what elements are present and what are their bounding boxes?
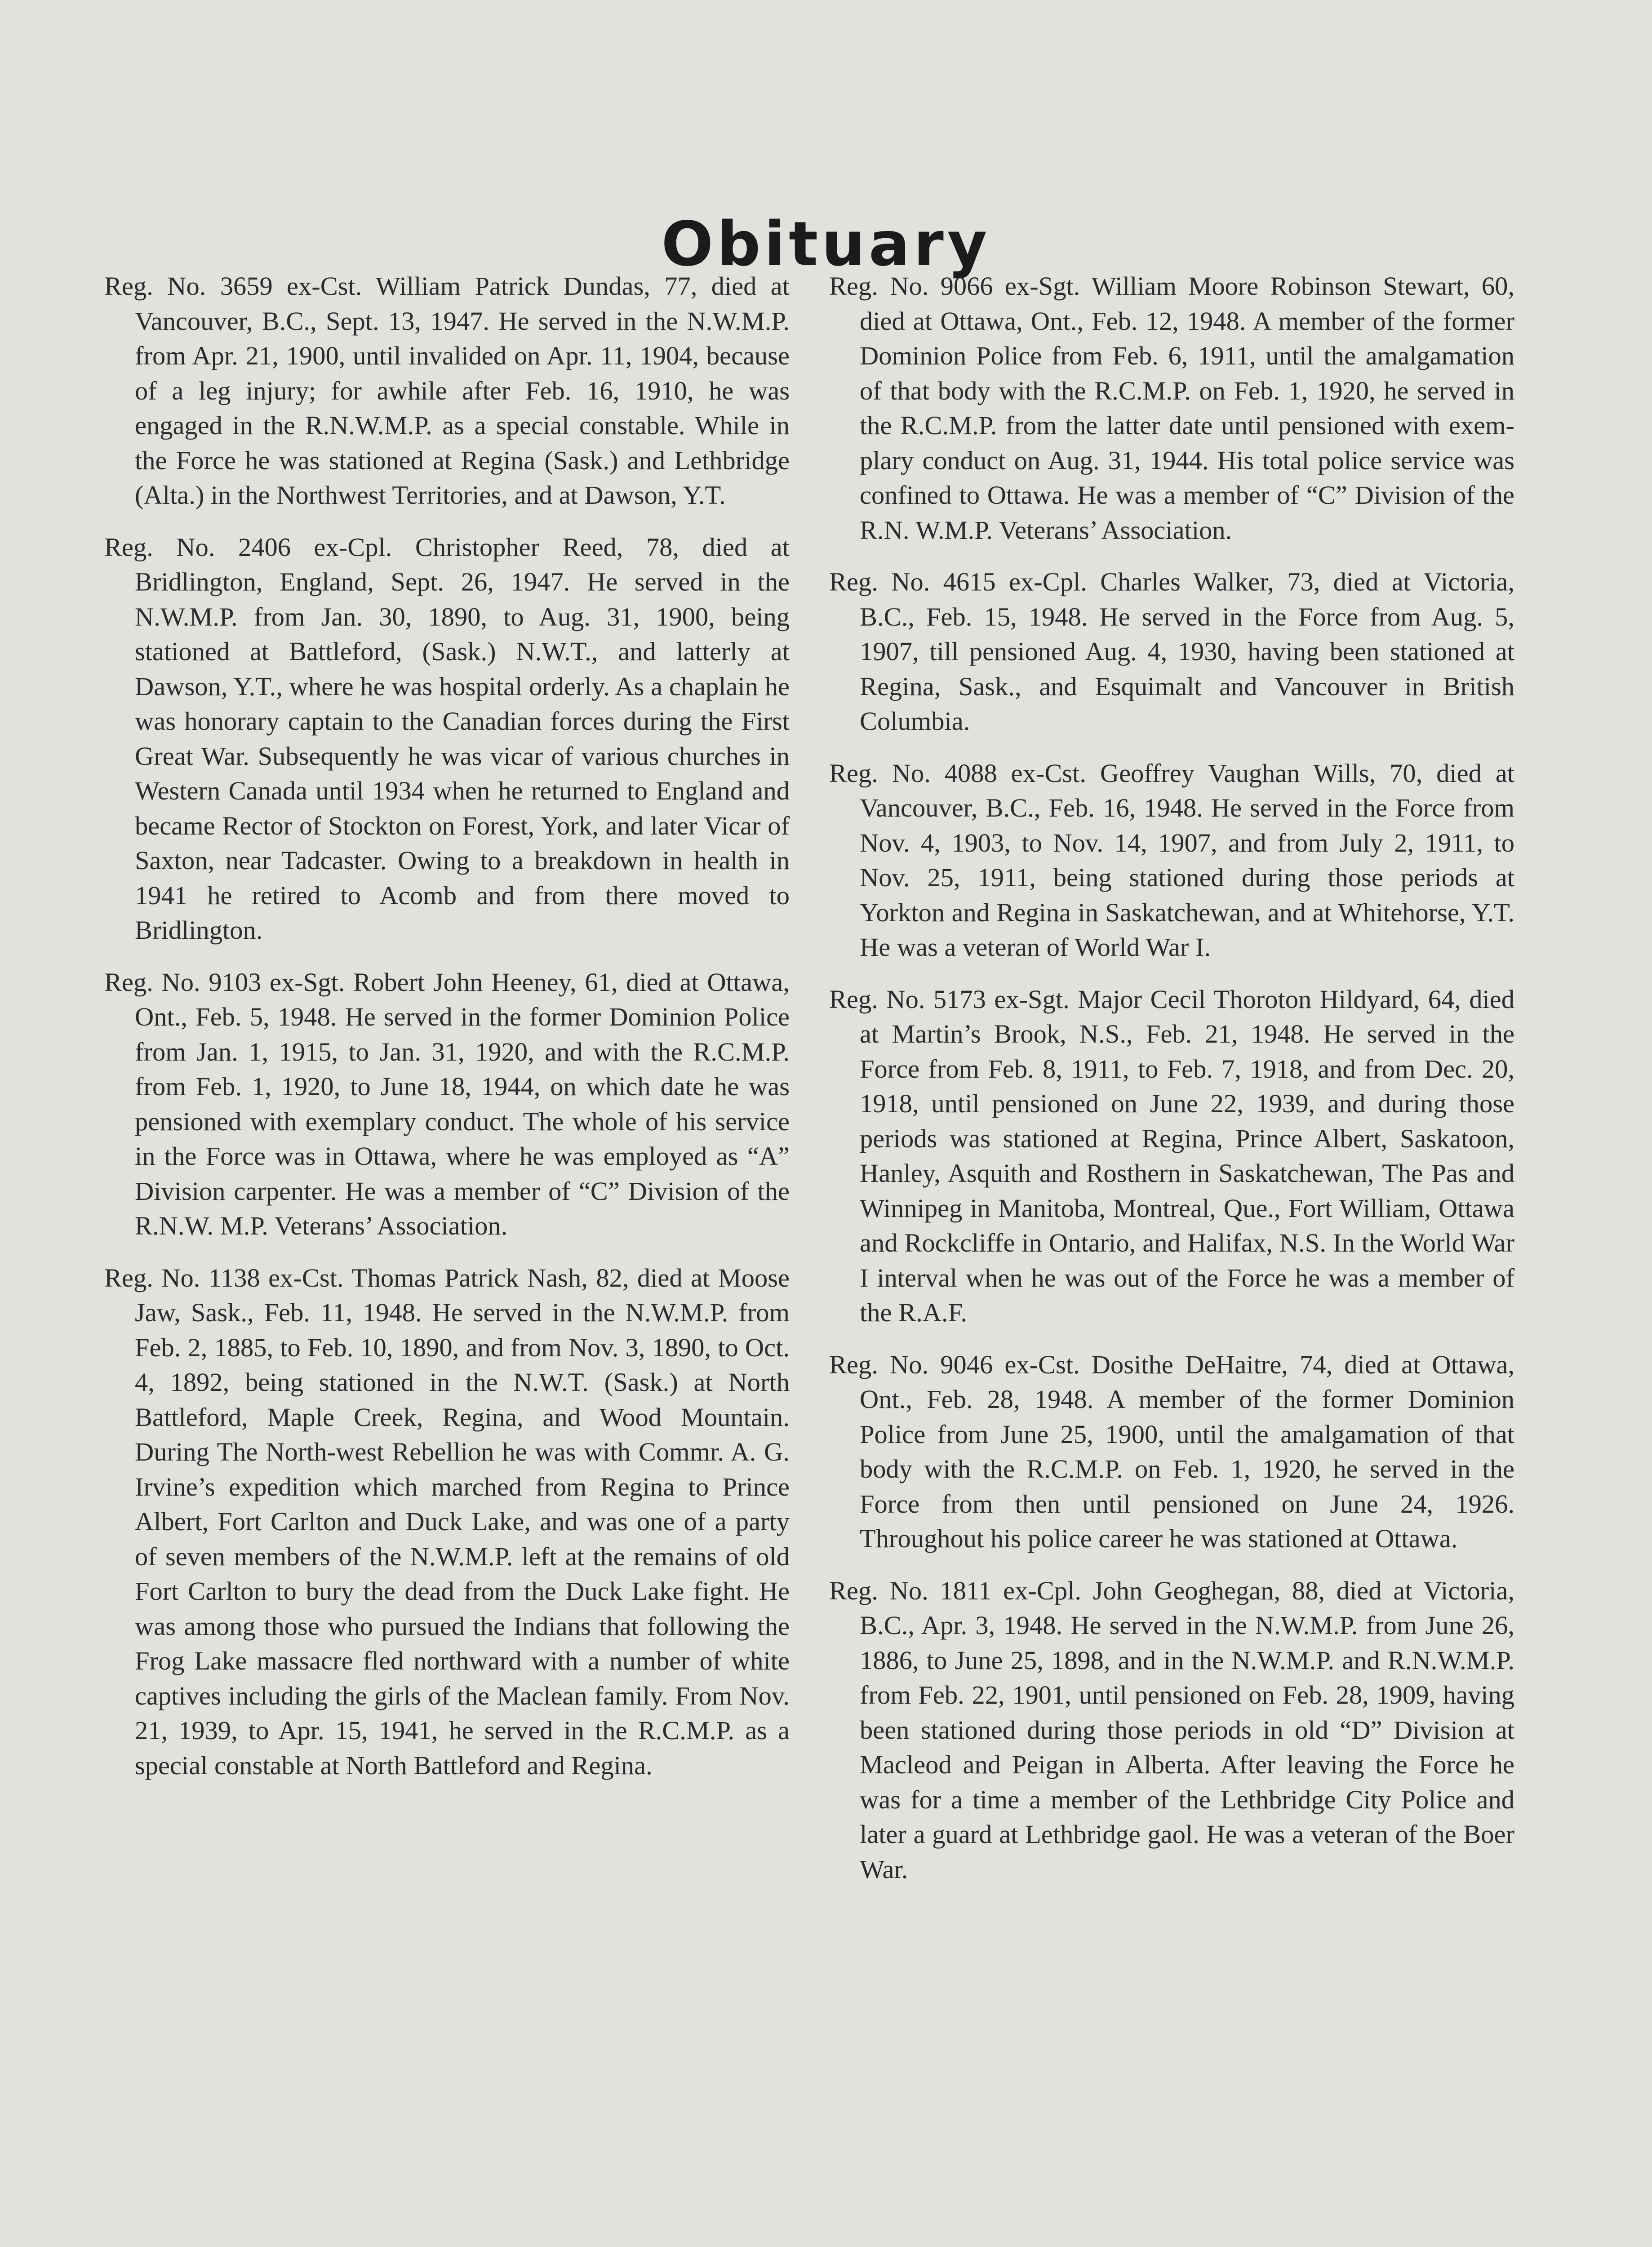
obituary-entry-dundas: Reg. No. 3659 ex-Cst. William Patrick Dundas, 77, died at Vancouver, B.C., Sept. 13, 1947. He served in the N.W.M.P. from Apr. 21, 1900, until invalided on Apr. 11, 1904, because of a leg injury; for awhile after Feb. 16, 1910, he was engaged in the R.N.W.M.P. as a special constable. While in the Force he was stationed at Regina (Sask.) and Lethbridge (Alta.) in the Northwest Territories, and at Dawson, Y.T. — [104, 271, 790, 510]
obituary-entry-hildyard: Reg. No. 5173 ex-Sgt. Major Cecil Thoroton Hildyard, 64, died at Martin’s Brook, N.S., Feb. 21, 1948. He served in the Force from Feb. 8, 1911, to Feb. 7, 1918, and from Dec. 20, 1918, until pensioned on June 22, 1939, and during those periods was stationed at Regina, Prince Albert, Saskatoon, Hanley, Asquith and Rosthern in Saskatchewan, The Pas and Winnipeg in Manitoba, Montreal, Que., Fort William, Ottawa and Rockcliffe in Ontario, and Halifax, N.S. In the World War I interval when he was out of the Force he was a member of the R.A.F. — [829, 984, 1514, 1327]
obituary-entry-nash: Reg. No. 1138 ex-Cst. Thomas Patrick Nash, 82, died at Moose Jaw, Sask., Feb. 11, 1948. He served in the N.W.M.P. from Feb. 2, 1885, to Feb. 10, 1890, and from Nov. 3, 1890, to Oct. 4, 1892, being stationed in the N.W.T. (Sask.) at North Battleford, Maple Creek, Regina, and Wood Mountain. During The North-west Rebellion he was with Commr. A. G. Irvine’s expedition which marched from Regina to Prince Albert, Fort Carlton and Duck Lake, and was one of a party of seven members of the N.W.M.P. left at the remains of old Fort Carlton to bury the dead from the Duck Lake fight. He was among those who pursued the Indians that following the Frog Lake massacre fled northward with a number of white captives including the girls of the Maclean family. From Nov. 21, 1939, to Apr. 15, 1941, he served in the R.C.M.P. as a special constable at North Battleford and Regina. — [104, 1263, 790, 1780]
page-title: Obituary — [661, 209, 991, 280]
left-column — [104, 269, 790, 1800]
obituary-entry-stewart: Reg. No. 9066 ex-Sgt. William Moore Robinson Stewart, 60, died at Ottawa, Ont., Feb. 12, 1948. A member of the former Dominion Police from Feb. 6, 1911, until the amalgamation of that body with the R.C.M.P. on Feb. 1, 1920, he served in the R.C.M.P. from the latter date until pensioned with exemplary conduct on Aug. 31, 1944. His total police service was confined to Ottawa. He was a member of “C” Division of the R.N. W.M.P. Veterans’ Association. — [829, 271, 1514, 545]
obituary-entry-wills: Reg. No. 4088 ex-Cst. Geoffrey Vaughan Wills, 70, died at Vancouver, B.C., Feb. 16, 1948. He served in the Force from Nov. 4, 1903, to Nov. 14, 1907, and from July 2, 1911, to Nov. 25, 1911, being stationed during those periods at Yorkton and Regina in Saskatchewan, and at Whitehorse, Y.T. He was a veteran of World War I. — [829, 758, 1514, 962]
right-column — [829, 269, 1514, 1904]
obituary-entry-reed: Reg. No. 2406 ex-Cpl. Christopher Reed, 78, died at Bridlington, England, Sept. 26, 1947. He served in the N.W.M.P. from Jan. 30, 1890, to Aug. 31, 1900, being stationed at Battleford, (Sask.) N.W.T., and latterly at Dawson, Y.T., where he was hospital orderly. As a chaplain he was honorary captain to the Canadian forces during the First Great War. Subsequently he was vicar of various churches in Western Canada until 1934 when he returned to England and became Rector of Stockton on Forest, York, and later Vicar of Saxton, near Tadcaster. Owing to a breakdown in health in 1941 he retired to Acomb and from there moved to Bridlington. — [104, 532, 790, 945]
obituary-entry-dehaitre: Reg. No. 9046 ex-Cst. Dosithe DeHaitre, 74, died at Ottawa, Ont., Feb. 28, 1948. A member of the former Dominion Police from June 25, 1900, until the amalgamation of that body with the R.C.M.P. on Feb. 1, 1920, he served in the Force from then until pensioned on June 24, 1926. Throughout his police career he was stationed at Ottawa. — [829, 1350, 1514, 1553]
obituary-entry-walker: Reg. No. 4615 ex-Cpl. Charles Walker, 73, died at Victoria, B.C., Feb. 15, 1948. He served in the Force from Aug. 5, 1907, till pensioned Aug. 4, 1930, having been stationed at Regina, Sask., and Esquimalt and Vancouver in British Columbia. — [829, 567, 1514, 736]
obituary-entry-geoghegan: Reg. No. 1811 ex-Cpl. John Geoghegan, 88, died at Victoria, B.C., Apr. 3, 1948. He served in the N.W.M.P. from June 26, 1886, to June 25, 1898, and in the N.W.M.P. and R.N.W.M.P. from Feb. 22, 1901, until pensioned on Feb. 28, 1909, having been stationed during those periods in old “D” Division at Macleod and Peigan in Alberta. After leaving the Force he was for a time a member of the Lethbridge City Police and later a guard at Lethbridge gaol. He was a veteran of the Boer War. — [829, 1576, 1514, 1884]
obituary-entry-heeney: Reg. No. 9103 ex-Sgt. Robert John Heeney, 61, died at Ottawa, Ont., Feb. 5, 1948. He served in the former Dominion Police from Jan. 1, 1915, to Jan. 31, 1920, and with the R.C.M.P. from Feb. 1, 1920, to June 18, 1944, on which date he was pensioned with exemplary conduct. The whole of his service in the Force was in Ottawa, where he was employed as “A” Division carpenter. He was a member of “C” Division of the R.N.W. M.P. Veterans’ Association. — [104, 967, 790, 1240]
